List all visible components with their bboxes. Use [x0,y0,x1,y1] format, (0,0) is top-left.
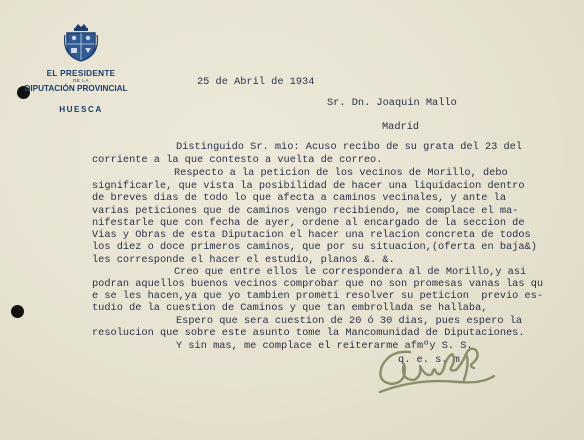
body-line: significarle, que vista la posibilidad de hacer una liquidacion dentro [92,180,525,192]
recipient-city: Madrid [382,121,420,133]
letterhead [26,22,136,114]
body-line: los diez o doce primeros caminos, que por su situacion,(oferta en baja&) [92,241,537,253]
recipient-name: Sr. Dn. Joaquin Mallo [327,97,457,109]
body-line: corriente a la que contesto a vuelta de correo. [92,154,383,166]
body-line: varias peticiones que de caminos vengo recibiendo, me complace el ma- [92,205,519,217]
letterhead-institution: DIPUTACIÓN PROVINCIAL [24,84,128,93]
letterhead-title: EL PRESIDENTE [46,69,116,78]
body-line: Vias y Obras de esta Diputacion el hacer una relacion concreta de todos [92,229,531,241]
body-line: les corresponde el hacer el estudio, planos &. &. [92,254,395,266]
body-line: de breves dias de todo lo que afecta a caminos vecinales, y ante la [92,192,507,204]
body-line: Respecto a la peticion de los vecinos de Morillo, debo [174,167,508,179]
closing-abbreviation: q. e. s. m. [398,354,466,366]
body-line: e se les hacen,ya que yo tambien prometi resolver su peticion previo es- [92,290,544,302]
letterhead-connector: DE LA [73,78,89,83]
body-line: Y sin mas, me complace el reiterarme afmºy S. S. [176,340,473,352]
body-line: resolucion que sobre este asunto tome la Mancomunidad de Diputaciones. [92,327,525,339]
body-line: Distinguido Sr. mio: Acuso recibo de su grata del 23 del [176,141,523,153]
coat-of-arms-icon [64,22,98,62]
body-line: Espero que sera cuestion de 20 ó 30 dias, pues espero la [176,315,523,327]
signature-icon [370,332,510,404]
punch-hole-bottom [11,305,24,318]
body-line: tudio de la cuestion de Caminos y que tan embrollada se hallaba, [92,302,488,314]
body-line: nifestarle que con fecha de ayer, ordene al encargado de la seccion de [92,217,525,229]
letter-date: 25 de Abril de 1934 [197,76,315,88]
letterhead-city: HUESCA [59,105,103,114]
body-line: Creo que entre ellos le correspondera al de Morillo,y asi [174,266,527,278]
body-line: podran aquellos buenos vecinos comprobar que no son promesas vanas las qu [92,278,544,290]
